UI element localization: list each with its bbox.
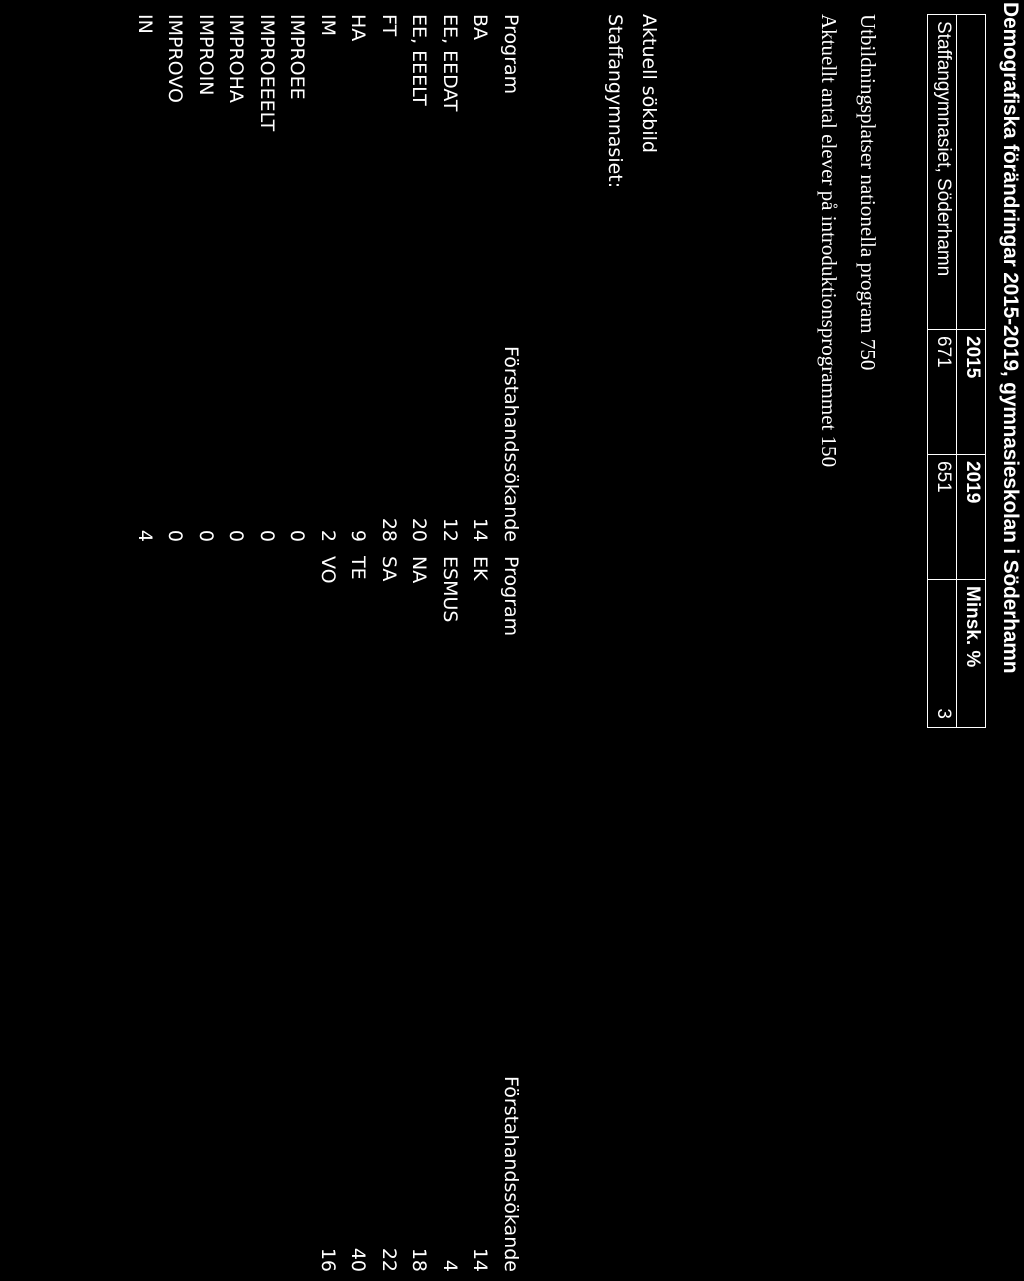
table-cell-decrease: 3 bbox=[928, 580, 957, 728]
list-item-value: 4 bbox=[134, 529, 156, 542]
list-item: IMPROIN bbox=[195, 14, 217, 96]
list-item: IM bbox=[317, 14, 339, 36]
list-item: IN bbox=[134, 14, 156, 34]
list-item-value: 16 bbox=[317, 1247, 339, 1272]
list-item: IMPROVO bbox=[164, 14, 187, 103]
document-heading: Demografiska förändringar 2015-2019, gymnasieskolan i Söderhamn bbox=[999, 2, 1022, 674]
list-item-value: 40 bbox=[347, 1247, 370, 1272]
list-item: SA bbox=[378, 556, 400, 582]
left-program-column bbox=[130, 14, 527, 314]
list-item-value: 20 bbox=[408, 517, 431, 542]
list-item-value: 0 bbox=[225, 529, 248, 542]
list-item-value: 4 bbox=[439, 1259, 461, 1272]
list-item-value: 9 bbox=[347, 529, 370, 542]
list-item: VO bbox=[317, 556, 339, 584]
left-program-header: Program bbox=[500, 14, 522, 95]
list-item: ESMUS bbox=[439, 556, 461, 623]
table-header-cell: Minsk. % bbox=[957, 580, 986, 728]
list-item-value: 2 bbox=[317, 529, 339, 542]
table-cell-school: Staffangymnasiet, Söderhamn bbox=[928, 15, 957, 330]
list-item-value: 0 bbox=[195, 529, 217, 542]
right-program-column bbox=[313, 556, 527, 756]
right-value-header: Förstahandssökande bbox=[500, 1076, 522, 1272]
list-item: FT bbox=[378, 14, 400, 37]
table-header-cell bbox=[957, 15, 986, 330]
left-value-column bbox=[130, 320, 527, 542]
table-header-cell: 2019 bbox=[957, 455, 986, 580]
table-row bbox=[928, 15, 957, 728]
list-item-value: 28 bbox=[378, 517, 400, 542]
list-item: EE, EEELT bbox=[408, 14, 431, 106]
utbildningsplatser-text: Utbildningsplatser nationella program 750 bbox=[856, 14, 880, 371]
list-item: IMPROEE bbox=[286, 14, 309, 100]
table-cell-2019: 651 bbox=[928, 455, 957, 580]
list-item: BA bbox=[469, 14, 492, 41]
list-item: IMPROEEELT bbox=[256, 14, 278, 132]
table-header-row bbox=[957, 15, 986, 728]
aktuellt-antal-text: Aktuellt antal elever på introduktionsprogrammet 150 bbox=[817, 14, 841, 468]
list-item-value: 0 bbox=[256, 529, 278, 542]
aktuell-sokbild-label: Aktuell sökbild bbox=[638, 14, 660, 153]
list-item: EK bbox=[469, 556, 492, 581]
list-item-value: 14 bbox=[469, 517, 492, 542]
list-item-value: 14 bbox=[469, 1247, 492, 1272]
table-header-cell: 2015 bbox=[957, 330, 986, 455]
right-value-column bbox=[313, 1050, 527, 1272]
left-value-header: Förstahandssökande bbox=[500, 346, 522, 542]
list-item: IMPROHA bbox=[225, 14, 248, 103]
right-program-header: Program bbox=[500, 556, 522, 637]
list-item: TE bbox=[347, 556, 370, 580]
list-item: HA bbox=[347, 14, 370, 42]
list-item: NA bbox=[408, 556, 431, 584]
list-item-value: 22 bbox=[378, 1247, 400, 1272]
list-item: EE, EEDAT bbox=[439, 14, 461, 112]
list-item-value: 0 bbox=[286, 529, 309, 542]
list-item-value: 0 bbox=[164, 529, 187, 542]
demographics-table bbox=[927, 14, 986, 728]
list-item-value: 12 bbox=[439, 517, 461, 542]
table-cell-2015: 671 bbox=[928, 330, 957, 455]
staffangymnasiet-label: Staffangymnasiet: bbox=[604, 14, 626, 189]
list-item-value: 18 bbox=[408, 1247, 431, 1272]
